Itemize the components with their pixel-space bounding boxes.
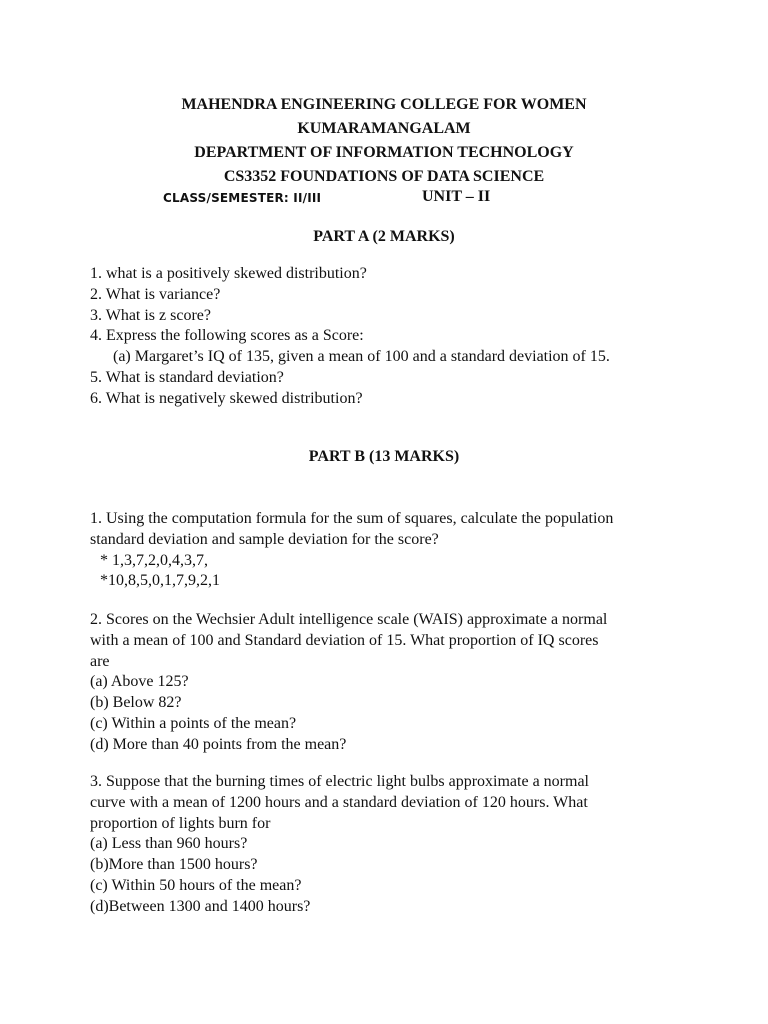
part-a-questions (90, 264, 690, 410)
question-line: are (90, 652, 110, 670)
question-line: 1. Using the computation formula for the sum of squares, calculate the population (90, 510, 614, 527)
college-location: KUMARAMANGALAM (297, 120, 471, 137)
question-subpart: (c) Within 50 hours of the mean? (90, 876, 302, 894)
question-subpart: (c) Within a points of the mean? (90, 714, 297, 732)
class-unit-row (0, 188, 768, 212)
question-subpart: (a) Less than 960 hours? (90, 835, 248, 853)
course-title: CS3352 FOUNDATIONS OF DATA SCIENCE (223, 168, 545, 185)
question-subpart: (a) Margaret’s IQ of 135, given a mean of 100 and a standard deviation of 15. (113, 348, 610, 366)
question-line: curve with a mean of 1200 hours and a standard deviation of 120 hours. What (90, 793, 588, 811)
part-b-question-2 (90, 610, 690, 756)
question-line: 2. Scores on the Wechsier Adult intelligence scale (WAIS) approximate a normal (90, 611, 608, 628)
part-a-title: PART A (2 MARKS) (313, 228, 455, 245)
question-line: 1. what is a positively skewed distribution? (90, 265, 367, 282)
department-name: DEPARTMENT OF INFORMATION TECHNOLOGY (194, 144, 574, 161)
question-line: 3. What is z score? (90, 306, 211, 324)
question-line: 3. Suppose that the burning times of electric light bulbs approximate a normal (90, 773, 589, 790)
score-list: * 1,3,7,2,0,4,3,7, (100, 551, 208, 569)
document-header (0, 93, 768, 189)
question-line: 2. What is variance? (90, 285, 221, 303)
question-line: 4. Express the following scores as a Score: (90, 327, 364, 345)
part-b-question-3 (90, 772, 690, 918)
class-semester: CLASS/SEMESTER: II/III (163, 191, 322, 205)
question-line: 6. What is negatively skewed distribution? (90, 389, 363, 407)
question-line: with a mean of 100 and Standard deviation of 15. What proportion of IQ scores (90, 631, 599, 649)
question-subpart: (a) Above 125? (90, 673, 189, 691)
part-b-title: PART B (13 MARKS) (308, 448, 460, 465)
question-line: 5. What is standard deviation? (90, 368, 284, 386)
question-subpart: (b) Below 82? (90, 694, 182, 712)
question-subpart: (d) More than 40 points from the mean? (90, 735, 347, 753)
question-subpart: (b)More than 1500 hours? (90, 856, 258, 874)
question-line: standard deviation and sample deviation for the score? (90, 530, 439, 548)
college-name: MAHENDRA ENGINEERING COLLEGE FOR WOMEN (181, 96, 587, 113)
question-line: proportion of lights burn for (90, 814, 271, 832)
question-subpart: (d)Between 1300 and 1400 hours? (90, 897, 311, 915)
unit-label: UNIT – II (422, 188, 491, 205)
part-b-question-1 (90, 509, 690, 592)
score-list: *10,8,5,0,1,7,9,2,1 (100, 572, 220, 590)
